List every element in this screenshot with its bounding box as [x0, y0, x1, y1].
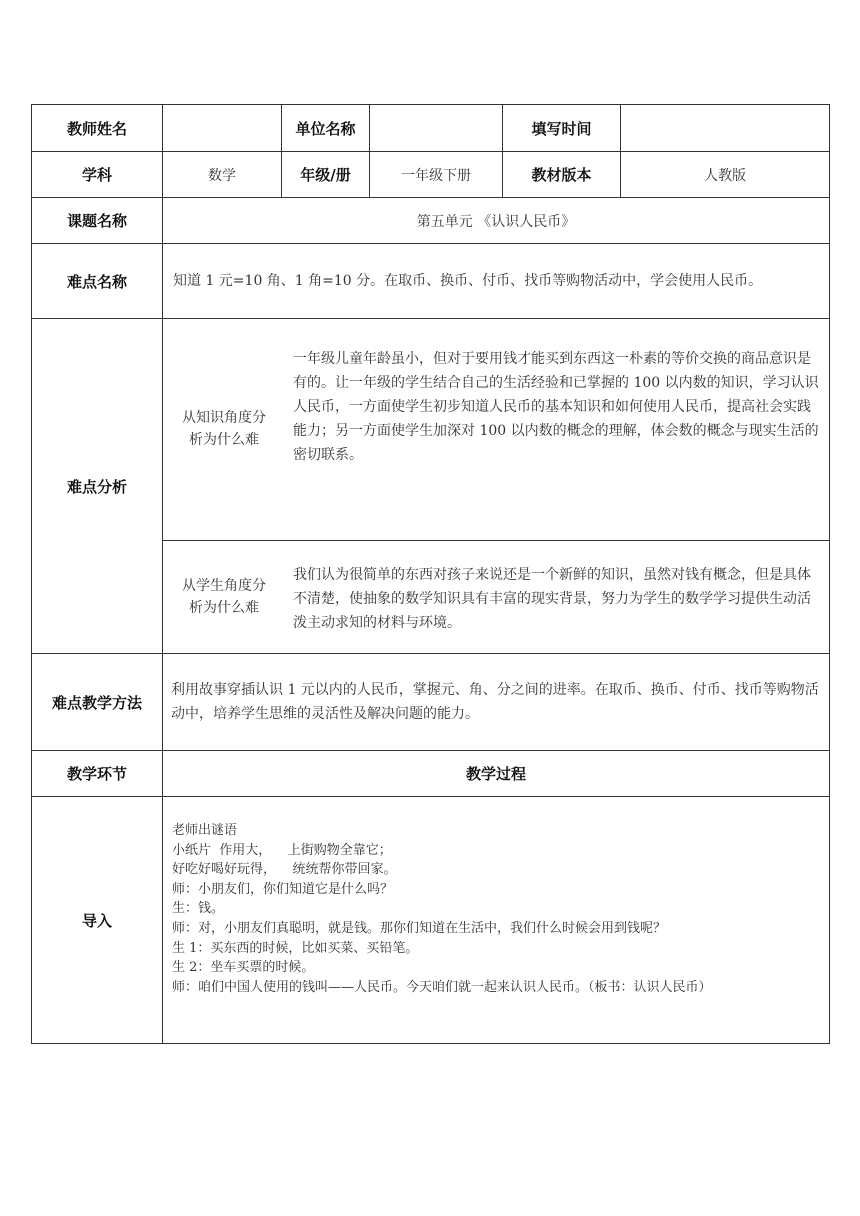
intro-line: 生：钱。	[172, 901, 225, 917]
analysis-cell	[163, 319, 830, 654]
edition-label: 教材版本	[503, 152, 621, 198]
student-row	[163, 540, 829, 653]
topic-label: 课题名称	[32, 198, 163, 244]
difficulty-row	[32, 244, 830, 319]
intro-line: 生 2：坐车买票的时候。	[172, 960, 315, 976]
student-angle-text: 我们认为很简单的东西对孩子来说还是一个新鲜的知识，虽然对钱有概念，但是具体不清楚，使抽象的数学知识具有丰富的现实背景，努力为学生的数学学习提供生动活泼主动求知的材料与环境。	[293, 566, 811, 631]
knowledge-angle-text: 一年级儿童年龄虽小，但对于要用钱才能买到东西这一朴素的等价交换的商品意识是有的。让一年级的学生结合自己的生活经验和已掌握的 100 以内数的知识，学习认识人民币，一方面使学生初步知道人民币的基本知识和如何使用人民币，提高社会实践能力；另一方面使学生加深对 100 以内数的概念的理解，体会数的概念与现实生活的密切联系。	[285, 319, 829, 540]
teaching-process-label: 教学过程	[163, 751, 830, 797]
knowledge-row	[163, 319, 829, 540]
intro-content	[163, 797, 830, 1044]
fill-date-label: 填写时间	[503, 105, 621, 152]
topic-row	[32, 198, 830, 244]
lesson-plan-table	[31, 104, 830, 1044]
intro-line: 师：咱们中国人使用的钱叫——人民币。今天咱们就一起来认识人民币。（板书：认识人民币）	[172, 979, 712, 995]
method-value: 利用故事穿插认识 1 元以内的人民币，掌握元、角、分之间的进率。在取币、换币、付币、找币等购物活动中，培养学生思维的灵活性及解决问题的能力。	[163, 654, 830, 751]
subject-label: 学科	[32, 152, 163, 198]
method-row	[32, 654, 830, 751]
intro-line: 生 1：买东西的时候，比如买菜、买铅笔。	[172, 940, 419, 956]
topic-value: 第五单元 《认识人民币》	[163, 198, 830, 244]
teacher-name-value[interactable]	[163, 105, 282, 152]
intro-label: 导入	[32, 797, 163, 1044]
grade-value: 一年级下册	[370, 152, 503, 198]
student-label-line-2: 析为什么难	[189, 599, 259, 616]
subject-value: 数学	[163, 152, 282, 198]
process-header-row	[32, 751, 830, 797]
grade-label: 年级/册	[282, 152, 370, 198]
teacher-name-label: 教师姓名	[32, 105, 163, 152]
difficulty-label: 难点名称	[32, 244, 163, 319]
knowledge-label-line-1: 从知识角度分	[182, 410, 266, 427]
difficulty-value: 知道 1 元=10 角、1 角=10 分。在取币、换币、付币、找币等购物活动中，学会使用人民币。	[163, 244, 830, 319]
unit-name-label: 单位名称	[282, 105, 370, 152]
unit-name-value[interactable]	[370, 105, 503, 152]
subject-row	[32, 152, 830, 198]
intro-line: 老师出谜语	[172, 823, 238, 838]
student-angle-label	[163, 540, 285, 653]
intro-line: 好吃好喝好玩得， 统统帮你带回家。	[172, 862, 397, 878]
method-label: 难点教学方法	[32, 654, 163, 751]
intro-line: 师：小朋友们，你们知道它是什么吗？	[172, 881, 394, 897]
analysis-row	[32, 319, 830, 654]
knowledge-angle-label	[163, 319, 285, 540]
teaching-stage-label: 教学环节	[32, 751, 163, 797]
header-row	[32, 105, 830, 152]
intro-row	[32, 797, 830, 1044]
student-label-line-1: 从学生角度分	[182, 577, 266, 594]
fill-date-value[interactable]	[621, 105, 830, 152]
knowledge-label-line-2: 析为什么难	[189, 432, 259, 449]
analysis-label: 难点分析	[32, 319, 163, 654]
edition-value: 人教版	[621, 152, 830, 198]
intro-line: 师：对，小朋友们真聪明，就是钱。那你们知道在生活中，我们什么时候会用到钱呢？	[172, 920, 667, 936]
analysis-subtable	[163, 319, 829, 653]
intro-line: 小纸片 作用大， 上街购物全靠它；	[172, 842, 392, 858]
